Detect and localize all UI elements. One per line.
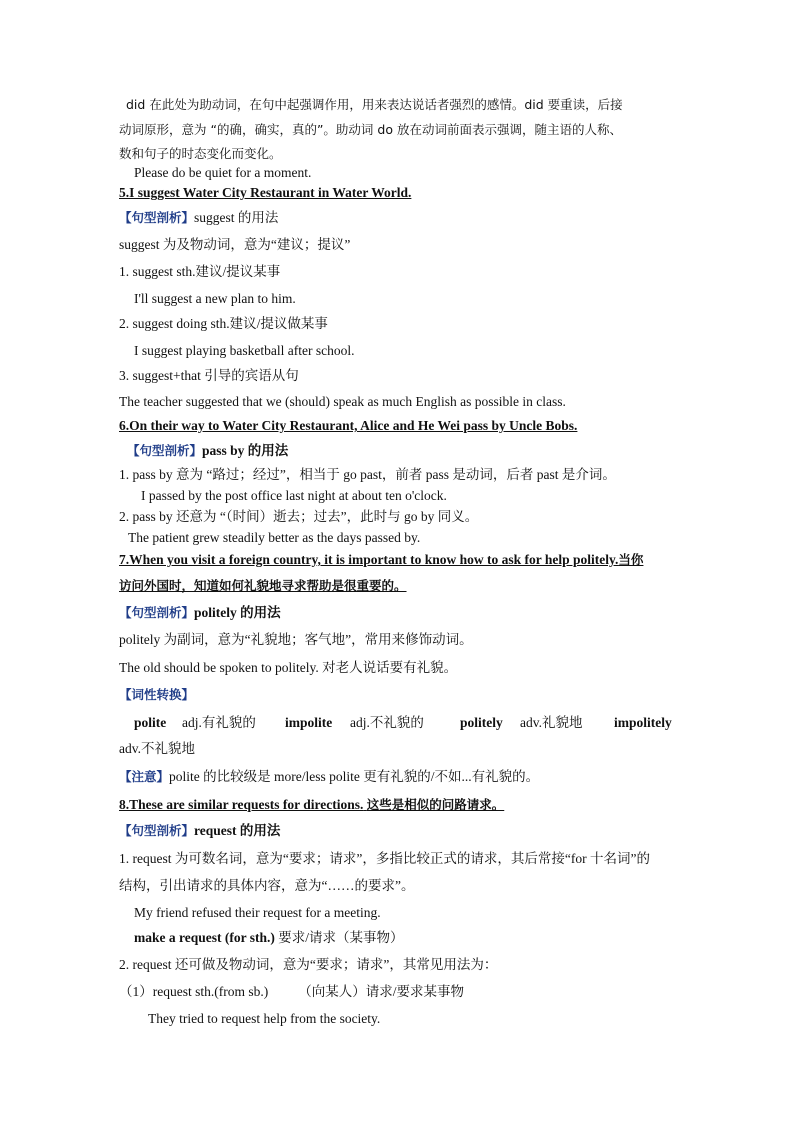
analysis-tag: 【句型剖析】	[127, 443, 203, 458]
section-7-heading-en: 7.When you visit a foreign country, it is important to know how to ask for help politely.	[119, 552, 619, 567]
analysis-topic: suggest 的用法	[194, 210, 279, 225]
section-5-analysis	[119, 209, 278, 227]
section-5-example-1: I'll suggest a new plan to him.	[134, 291, 296, 306]
section-8-point-1b: 结构，引出请求的具体内容，意为“……的要求”。	[119, 878, 415, 893]
section-5-point-3: 3. suggest+that 引导的宾语从句	[119, 368, 299, 383]
phrase-meaning: 要求/请求（某事物）	[278, 930, 404, 945]
section-7-heading-line-1	[119, 551, 643, 569]
section-8-usage-1	[119, 983, 464, 1001]
word-politely: politely	[460, 715, 503, 730]
section-8-example-1: My friend refused their request for a meeting.	[134, 905, 381, 920]
section-7-definition: politely 为副词，意为“礼貌地；客气地”，常用来修饰动词。	[119, 632, 473, 647]
analysis-tag: 【句型剖析】	[119, 210, 195, 225]
did-note-line-2: 动词原形，意为 “的确，确实，真的”。助动词 do 放在动词前面表示强调，随主语的人称、	[119, 122, 622, 137]
word-polite-def: adj.有礼貌的	[182, 715, 256, 730]
section-6-analysis	[127, 442, 288, 460]
section-8-heading	[119, 796, 504, 814]
section-8-point-1a: 1. request 为可数名词，意为“要求；请求”，多指比较正式的请求，其后常接“for 十名词”的	[119, 851, 650, 866]
analysis-topic: request 的用法	[194, 823, 281, 838]
analysis-tag: 【句型剖析】	[119, 823, 195, 838]
section-6-point-1: 1. pass by 意为 “路过；经过”，相当于 go past，前者 pass 是动词，后者 past 是介词。	[119, 467, 616, 482]
word-forms-tag: 【词性转换】	[119, 687, 195, 702]
word-impolitely: impolitely	[614, 715, 672, 730]
section-8-point-2: 2. request 还可做及物动词，意为“要求；请求”，其常见用法为：	[119, 957, 498, 972]
section-5-point-1: 1. suggest sth.建议/提议某事	[119, 264, 281, 279]
section-5-definition: suggest 为及物动词，意为“建议；提议”	[119, 237, 351, 252]
did-example: Please do be quiet for a moment.	[134, 165, 312, 180]
analysis-topic: pass by 的用法	[202, 443, 289, 458]
word-impolite: impolite	[285, 715, 333, 730]
word-polite: polite	[134, 715, 167, 730]
section-5-example-3: The teacher suggested that we (should) speak as much English as possible in class.	[119, 394, 566, 409]
section-6-heading: 6.On their way to Water City Restaurant, Alice and He Wei pass by Uncle Bobs.	[119, 418, 578, 433]
word-impolitely-def: adv.不礼貌地	[119, 741, 195, 756]
section-5-example-2: I suggest playing basketball after school.	[134, 343, 355, 358]
section-6-example-2: The patient grew steadily better as the days passed by.	[128, 530, 421, 545]
word-politely-def: adv.礼貌地	[520, 715, 583, 730]
word-form-polite	[134, 714, 166, 732]
note-text: polite 的比较级是 more/less polite 更有礼貌的/不如...有礼貌的。	[169, 769, 540, 784]
section-7-example-1: The old should be spoken to politely. 对老人说话要有礼貌。	[119, 660, 458, 675]
section-8-heading-en: 8.These are similar requests for directions.	[119, 797, 364, 812]
did-note-line-3: 数和句子的时态变化而变化。	[119, 146, 282, 161]
usage-1-pattern: （1）request sth.(from sb.)	[119, 984, 269, 999]
usage-1-meaning: （向某人）请求/要求某事物	[298, 984, 464, 999]
section-8-phrase	[134, 929, 404, 947]
section-6-example-1: I passed by the post office last night at about ten o'clock.	[141, 488, 447, 503]
did-note-line-1: did 在此处为助动词，在句中起强调作用，用来表达说话者强烈的感情。did 要重读，后接	[126, 97, 623, 112]
note-tag: 【注意】	[119, 769, 170, 784]
section-7-heading-cn-1: 当你	[618, 552, 644, 567]
section-7-analysis	[119, 604, 281, 622]
section-5-point-2: 2. suggest doing sth.建议/提议做某事	[119, 316, 328, 331]
section-7-word-forms-tag	[119, 686, 194, 704]
analysis-tag: 【句型剖析】	[119, 605, 195, 620]
section-7-note	[119, 768, 539, 786]
section-8-analysis	[119, 822, 280, 840]
section-6-point-2: 2. pass by 还意为 “（时间）逝去；过去”，此时与 go by 同义。	[119, 509, 479, 524]
section-5-heading: 5.I suggest Water City Restaurant in Water World.	[119, 185, 412, 200]
section-7-heading-cn-2: 访问外国时，知道如何礼貌地寻求帮助是很重要的。	[119, 578, 407, 593]
section-8-heading-cn: 这些是相似的问路请求。	[366, 797, 505, 812]
phrase-make-request: make a request (for sth.)	[134, 930, 275, 945]
word-impolite-def: adj.不礼貌的	[350, 715, 424, 730]
analysis-topic: politely 的用法	[194, 605, 281, 620]
section-8-example-2: They tried to request help from the society.	[148, 1011, 381, 1026]
